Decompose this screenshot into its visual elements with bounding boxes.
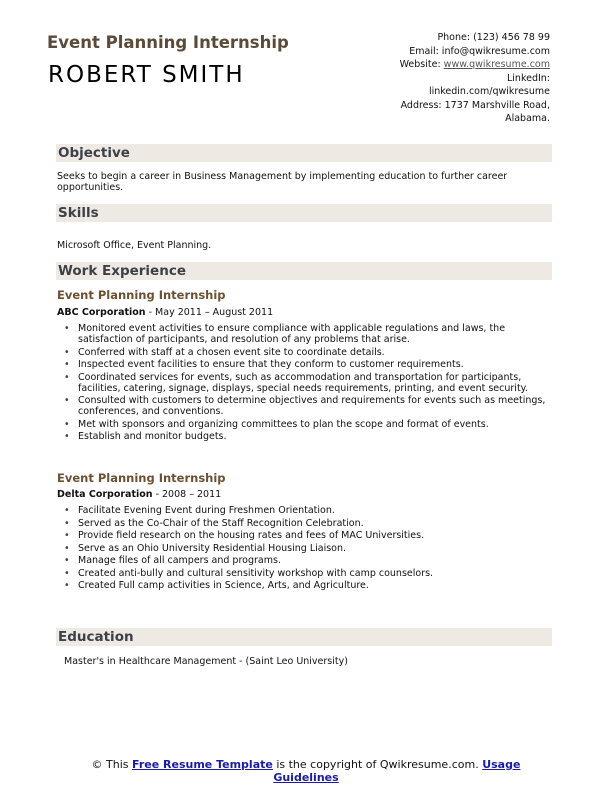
education-heading: Education [56, 628, 552, 646]
job-title: Event Planning Internship [57, 471, 226, 485]
contact-info [330, 31, 550, 126]
email: Email: info@qwikresume.com [409, 45, 550, 57]
footer: © This Free Resume Template is the copyright of Qwikresume.com. Usage Guidelines [91, 758, 521, 784]
bullet-item: • Conferred with staff at a chosen event site to coordinate details. [64, 347, 554, 358]
bullet-item: • Served as the Co-Chair of the Staff Recognition Celebration. [64, 518, 554, 529]
bullet-item: • Establish and monitor budgets. [64, 431, 554, 442]
job-company: Delta Corporation - 2008 – 2011 [57, 489, 222, 500]
bullet-item: • Created anti-bully and cultural sensitivity workshop with camp counselors. [64, 568, 554, 579]
bullet-item: • Coordinated services for events, such as accommodation and transportation for participants, facilities, catering, signage, displays, special needs requirements, printing, and event security. [64, 372, 554, 394]
bullet-item: • Serve as an Ohio University Residential Housing Liaison. [64, 543, 554, 554]
objective-heading: Objective [56, 144, 552, 162]
usage-guidelines-link[interactable]: Usage Guidelines [273, 758, 521, 784]
job-title: Event Planning Internship [57, 288, 226, 302]
phone: Phone: (123) 456 78 99 [437, 32, 550, 43]
bullet-item: • Consulted with customers to determine objectives and requirements for events such as meetings, conferences, and conventions. [64, 395, 554, 417]
address: Address: 1737 Marshville Road, Alabama. [400, 99, 550, 124]
bullet-item: • Created Full camp activities in Science, Arts, and Agriculture. [64, 580, 554, 591]
bullet-item: • Monitored event activities to ensure compliance with applicable regulations and laws, the satisfaction of participants, and resolution of any problems that arise. [64, 323, 554, 345]
linkedin-label: LinkedIn: [506, 72, 550, 84]
website-link[interactable]: www.qwikresume.com [443, 59, 550, 70]
objective-text: Seeks to begin a career in Business Management by implementing education to further career opportunities. [57, 171, 508, 193]
education-text: Master's in Healthcare Management - (Saint Leo University) [64, 656, 348, 667]
job-bullets [64, 505, 554, 593]
website-label: Website: [399, 59, 444, 70]
resume-title: Event Planning Internship [47, 33, 289, 52]
skills-heading: Skills [56, 204, 552, 222]
bullet-item: • Facilitate Evening Event during Freshmen Orientation. [64, 505, 554, 516]
bullet-item: • Met with sponsors and organizing committees to plan the scope and format of events. [64, 419, 554, 430]
job-company: ABC Corporation - May 2011 – August 2011 [57, 307, 274, 318]
bullet-item: • Manage files of all campers and programs. [64, 555, 554, 566]
bullet-item: • Provide field research on the housing rates and fees of MAC Universities. [64, 530, 554, 541]
candidate-name: ROBERT SMITH [48, 62, 245, 88]
bullet-item: • Inspected event facilities to ensure that they conform to customer requirements. [64, 359, 554, 370]
work-heading: Work Experience [56, 262, 552, 280]
job-bullets [64, 323, 554, 444]
free-resume-template-link[interactable]: Free Resume Template [132, 758, 273, 771]
skills-text: Microsoft Office, Event Planning. [57, 240, 212, 251]
linkedin: linkedin.com/qwikresume [428, 86, 550, 97]
